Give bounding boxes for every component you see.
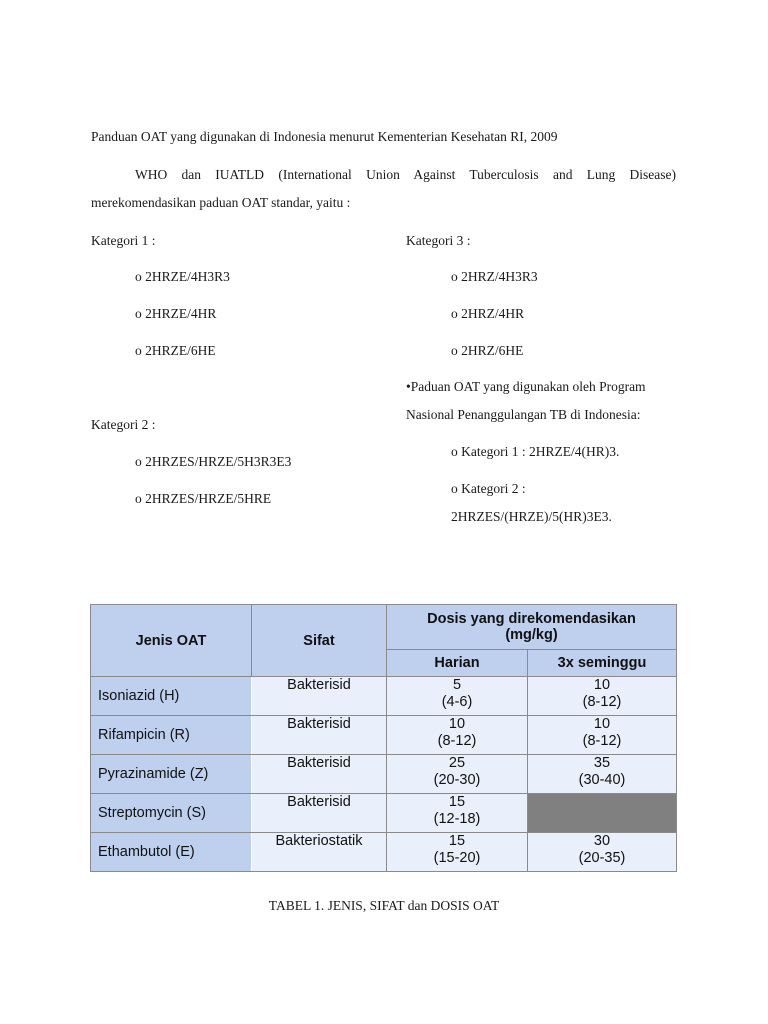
seminggu-value: 35	[593, 755, 611, 771]
header-dosis-line-1: Dosis yang direkomendasikan	[427, 611, 636, 627]
seminggu-range: (8-12)	[582, 694, 622, 710]
sifat-cell: Bakteriostatik	[252, 833, 387, 872]
kategori-2-item-2: o 2HRZES/HRZE/5HRE	[135, 491, 272, 506]
table-row	[91, 677, 677, 716]
header-dosis-line-2: (mg/kg)	[505, 627, 558, 643]
header-dosis	[387, 605, 677, 650]
harian-value: 15	[448, 833, 466, 849]
seminggu-cell	[528, 677, 677, 716]
harian-cell	[387, 833, 528, 872]
oat-dosage-table	[90, 604, 677, 872]
drug-name-cell: Streptomycin (S)	[91, 794, 252, 833]
program-item-kategori-1: o Kategori 1 : 2HRZE/4(HR)3.	[451, 444, 620, 459]
drug-name-cell: Ethambutol (E)	[91, 833, 252, 872]
harian-range: (20-30)	[433, 772, 481, 788]
program-text-line-1: •Paduan OAT yang digunakan oleh Program	[406, 379, 646, 394]
kategori-1-item-1: o 2HRZE/4H3R3	[135, 269, 230, 284]
harian-cell	[387, 755, 528, 794]
seminggu-cell-empty	[528, 794, 677, 833]
program-item-kategori-2-regimen: 2HRZES/(HRZE)/5(HR)3E3.	[451, 509, 612, 524]
kategori-2-title: Kategori 2 :	[91, 417, 156, 432]
intro-paragraph-line-1: WHO dan IUATLD (International Union Against Tuberculosis and Lung Disease)	[135, 167, 676, 182]
seminggu-value: 10	[593, 677, 611, 693]
kategori-2-item-1: o 2HRZES/HRZE/5H3R3E3	[135, 454, 292, 469]
header-3x-seminggu: 3x seminggu	[528, 650, 677, 677]
kategori-3-title: Kategori 3 :	[406, 233, 471, 248]
kategori-3-item-2: o 2HRZ/4HR	[451, 306, 525, 321]
sifat-cell: Bakterisid	[252, 677, 387, 716]
header-harian: Harian	[387, 650, 528, 677]
harian-value: 25	[448, 755, 466, 771]
harian-range: (8-12)	[437, 733, 477, 749]
harian-range: (12-18)	[433, 811, 481, 827]
seminggu-cell	[528, 755, 677, 794]
program-item-kategori-2: o Kategori 2 :	[451, 481, 526, 496]
drug-name-cell: Isoniazid (H)	[91, 677, 252, 716]
seminggu-cell	[528, 833, 677, 872]
seminggu-range: (30-40)	[578, 772, 626, 788]
harian-value: 5	[452, 677, 462, 693]
table-row	[91, 716, 677, 755]
kategori-3-item-3: o 2HRZ/6HE	[451, 343, 524, 358]
harian-cell	[387, 716, 528, 755]
kategori-3-item-1: o 2HRZ/4H3R3	[451, 269, 538, 284]
seminggu-cell	[528, 716, 677, 755]
table-caption: TABEL 1. JENIS, SIFAT dan DOSIS OAT	[268, 898, 500, 913]
table-row	[91, 794, 677, 833]
sifat-cell: Bakterisid	[252, 794, 387, 833]
seminggu-range: (8-12)	[582, 733, 622, 749]
harian-cell	[387, 794, 528, 833]
sifat-cell: Bakterisid	[252, 755, 387, 794]
sifat-cell: Bakterisid	[252, 716, 387, 755]
header-sifat: Sifat	[252, 605, 387, 677]
header-jenis-oat: Jenis OAT	[91, 605, 252, 677]
seminggu-value: 30	[593, 833, 611, 849]
intro-paragraph-line-2: merekomendasikan paduan OAT standar, yaitu :	[91, 195, 351, 210]
harian-value: 15	[448, 794, 466, 810]
table-row	[91, 833, 677, 872]
kategori-1-item-3: o 2HRZE/6HE	[135, 343, 216, 358]
kategori-1-item-2: o 2HRZE/4HR	[135, 306, 217, 321]
harian-range: (4-6)	[441, 694, 473, 710]
seminggu-value: 10	[593, 716, 611, 732]
program-text-line-2: Nasional Penanggulangan TB di Indonesia:	[406, 407, 641, 422]
intro-heading: Panduan OAT yang digunakan di Indonesia menurut Kementerian Kesehatan RI, 2009	[91, 129, 558, 144]
drug-name-cell: Rifampicin (R)	[91, 716, 252, 755]
harian-cell	[387, 677, 528, 716]
harian-value: 10	[448, 716, 466, 732]
drug-name-cell: Pyrazinamide (Z)	[91, 755, 252, 794]
table-row	[91, 755, 677, 794]
kategori-1-title: Kategori 1 :	[91, 233, 156, 248]
harian-range: (15-20)	[433, 850, 481, 866]
seminggu-range: (20-35)	[578, 850, 626, 866]
